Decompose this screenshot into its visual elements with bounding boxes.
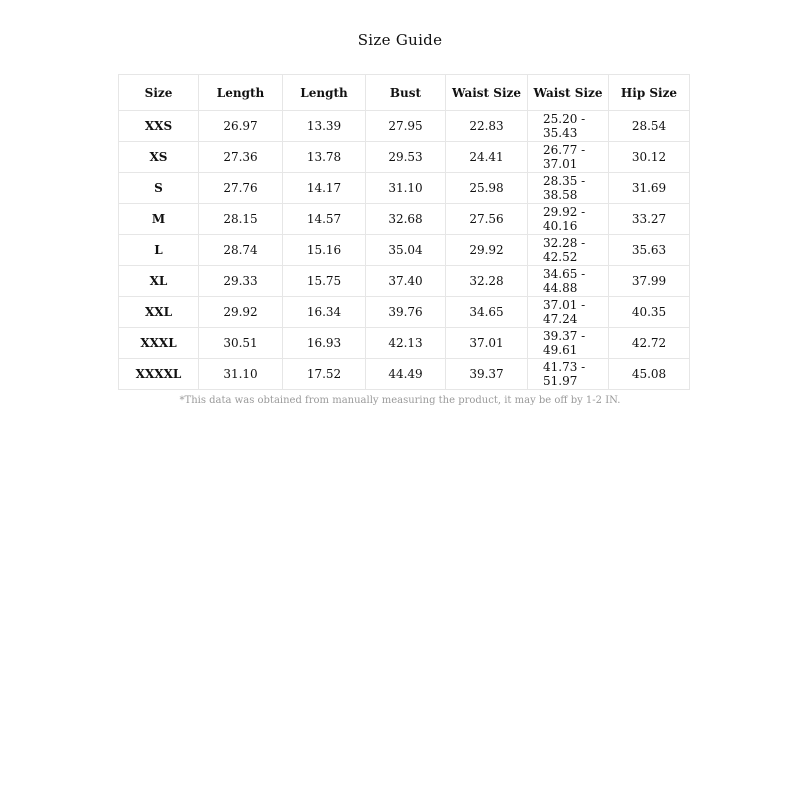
- hip-size-cell: 40.35: [609, 297, 690, 328]
- size-cell: L: [119, 235, 199, 266]
- size-cell: M: [119, 204, 199, 235]
- size-cell: XXXXL: [119, 359, 199, 390]
- length-2-cell: 14.17: [283, 173, 366, 204]
- header-row: [119, 75, 690, 111]
- waist-range-cell: [528, 359, 609, 390]
- length-2-cell: 15.75: [283, 266, 366, 297]
- waist-range-cell: [528, 328, 609, 359]
- bust-cell: 29.53: [366, 142, 446, 173]
- waist-range-cell: [528, 111, 609, 142]
- table-row: [119, 204, 690, 235]
- waist-range-cell: [528, 142, 609, 173]
- size-cell: XXXL: [119, 328, 199, 359]
- length-cell: 28.15: [199, 204, 283, 235]
- waist-range-text: 41.73 - 51.97: [543, 360, 586, 388]
- length-cell: 28.74: [199, 235, 283, 266]
- bust-cell: 32.68: [366, 204, 446, 235]
- column-header-waist-size-2: Waist Size: [528, 75, 609, 111]
- table-row: [119, 235, 690, 266]
- waist-range-cell: [528, 204, 609, 235]
- column-header-length-2: Length: [283, 75, 366, 111]
- waist-size-cell: 22.83: [446, 111, 528, 142]
- column-header-hip-size: Hip Size: [609, 75, 690, 111]
- hip-size-cell: 45.08: [609, 359, 690, 390]
- waist-size-cell: 25.98: [446, 173, 528, 204]
- table-row: [119, 328, 690, 359]
- bust-cell: 37.40: [366, 266, 446, 297]
- footnote: *This data was obtained from manually measuring the product, it may be off by 1-2 IN.: [179, 395, 621, 406]
- length-cell: 27.36: [199, 142, 283, 173]
- waist-range-text: 34.65 - 44.88: [543, 267, 586, 295]
- waist-range-text: 37.01 - 47.24: [543, 298, 586, 326]
- waist-range-cell: [528, 266, 609, 297]
- table-row: [119, 266, 690, 297]
- bust-cell: 42.13: [366, 328, 446, 359]
- length-2-cell: 14.57: [283, 204, 366, 235]
- length-cell: 31.10: [199, 359, 283, 390]
- hip-size-cell: 35.63: [609, 235, 690, 266]
- length-2-cell: 16.93: [283, 328, 366, 359]
- waist-size-cell: 32.28: [446, 266, 528, 297]
- size-cell: XL: [119, 266, 199, 297]
- length-2-cell: 17.52: [283, 359, 366, 390]
- waist-size-cell: 34.65: [446, 297, 528, 328]
- length-cell: 29.33: [199, 266, 283, 297]
- waist-range-cell: [528, 173, 609, 204]
- waist-range-text: 26.77 - 37.01: [543, 143, 586, 171]
- waist-size-cell: 37.01: [446, 328, 528, 359]
- length-cell: 29.92: [199, 297, 283, 328]
- waist-range-text: 28.35 - 38.58: [543, 174, 586, 202]
- size-table: [118, 74, 690, 390]
- column-header-waist-size: Waist Size: [446, 75, 528, 111]
- bust-cell: 31.10: [366, 173, 446, 204]
- column-header-bust: Bust: [366, 75, 446, 111]
- table-row: [119, 297, 690, 328]
- hip-size-cell: 37.99: [609, 266, 690, 297]
- waist-size-cell: 39.37: [446, 359, 528, 390]
- table-row: [119, 359, 690, 390]
- length-cell: 26.97: [199, 111, 283, 142]
- waist-size-cell: 24.41: [446, 142, 528, 173]
- column-header-size: Size: [119, 75, 199, 111]
- hip-size-cell: 31.69: [609, 173, 690, 204]
- hip-size-cell: 28.54: [609, 111, 690, 142]
- size-cell: XXS: [119, 111, 199, 142]
- waist-range-text: 29.92 - 40.16: [543, 205, 586, 233]
- page-title: Size Guide: [357, 31, 443, 49]
- waist-range-text: 25.20 - 35.43: [543, 112, 586, 140]
- waist-range-cell: [528, 297, 609, 328]
- table-row: [119, 111, 690, 142]
- length-cell: 30.51: [199, 328, 283, 359]
- length-2-cell: 15.16: [283, 235, 366, 266]
- waist-size-cell: 27.56: [446, 204, 528, 235]
- length-cell: 27.76: [199, 173, 283, 204]
- size-cell: XXL: [119, 297, 199, 328]
- length-2-cell: 13.78: [283, 142, 366, 173]
- waist-size-cell: 29.92: [446, 235, 528, 266]
- bust-cell: 44.49: [366, 359, 446, 390]
- bust-cell: 27.95: [366, 111, 446, 142]
- waist-range-cell: [528, 235, 609, 266]
- hip-size-cell: 33.27: [609, 204, 690, 235]
- bust-cell: 39.76: [366, 297, 446, 328]
- waist-range-text: 39.37 - 49.61: [543, 329, 586, 357]
- hip-size-cell: 42.72: [609, 328, 690, 359]
- size-cell: XS: [119, 142, 199, 173]
- bust-cell: 35.04: [366, 235, 446, 266]
- column-header-length: Length: [199, 75, 283, 111]
- size-cell: S: [119, 173, 199, 204]
- length-2-cell: 16.34: [283, 297, 366, 328]
- hip-size-cell: 30.12: [609, 142, 690, 173]
- length-2-cell: 13.39: [283, 111, 366, 142]
- table-row: [119, 173, 690, 204]
- waist-range-text: 32.28 - 42.52: [543, 236, 586, 264]
- table-row: [119, 142, 690, 173]
